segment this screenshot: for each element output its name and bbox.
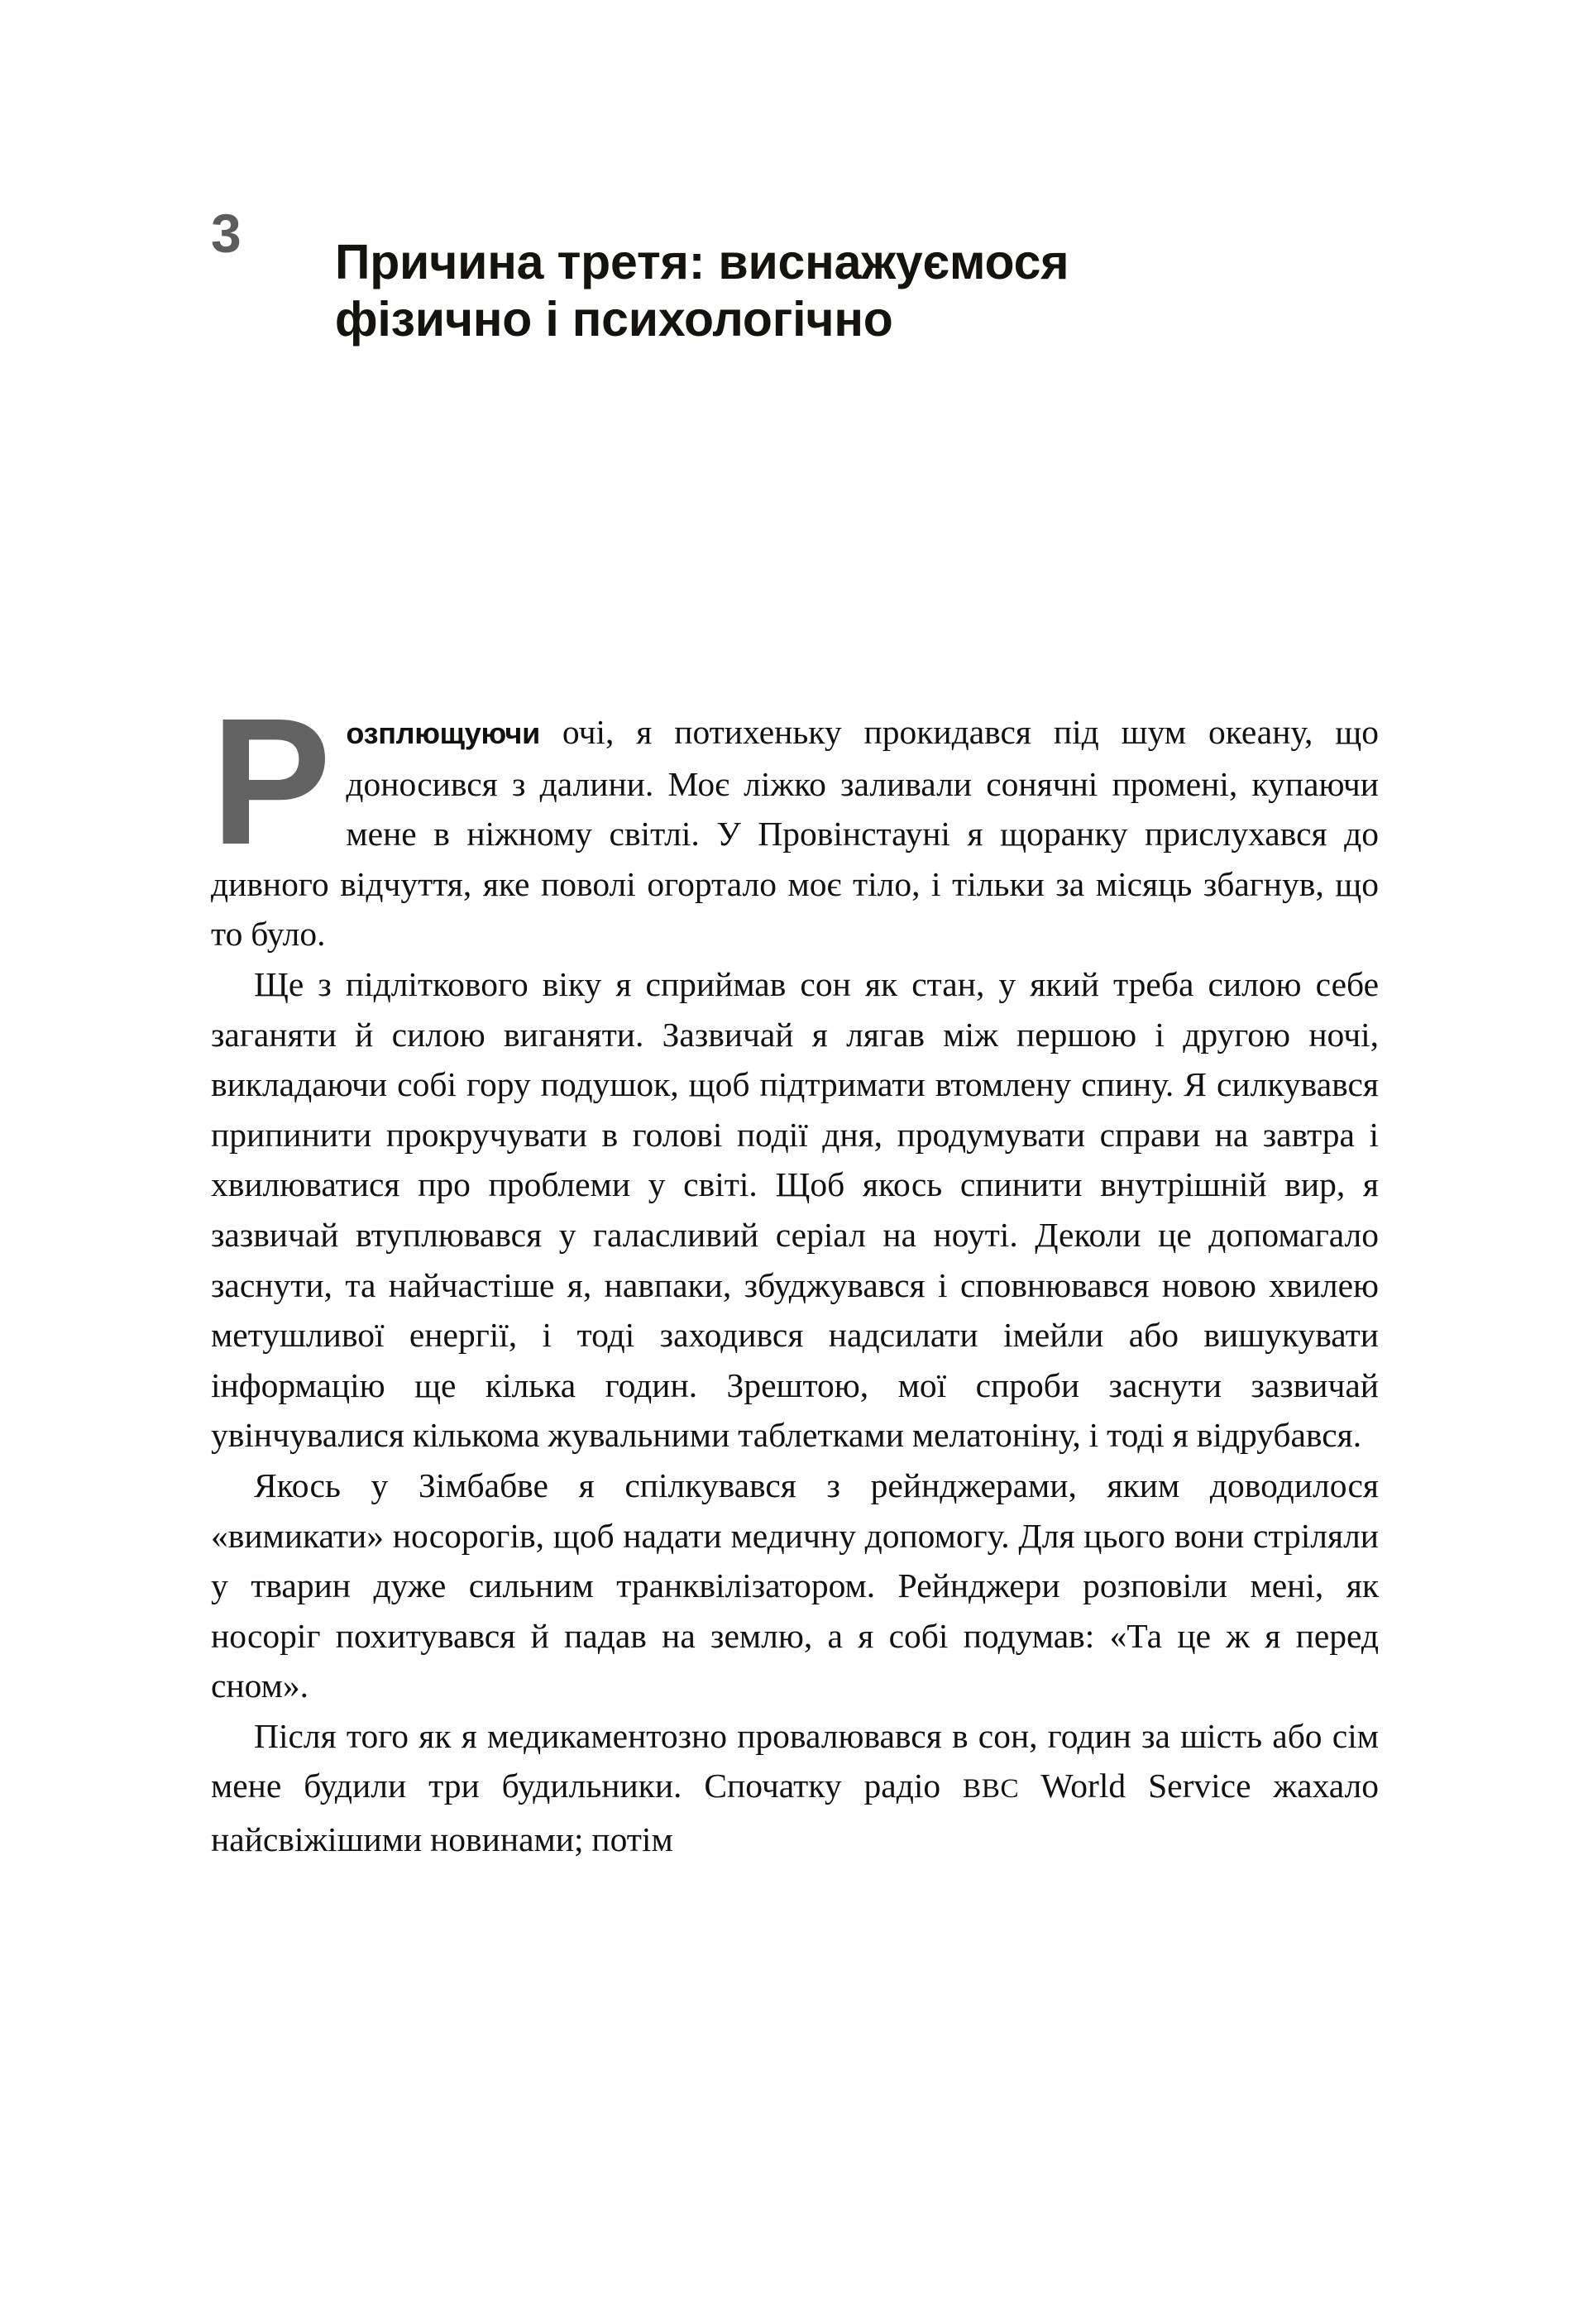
- paragraph-1-text: очі, я потихеньку прокидався під шум океану, що доносився з далини. Моє ліжко заливали сонячні промені, купаючи мене в ніжному світлі. У Провінстауні я щоранку прислухався до дивного відчуття, яке поволі огортало моє тіло, і тільки за місяць збагнув, що то було.: [211, 713, 1379, 954]
- body-text: [211, 681, 1379, 1865]
- paragraph-2: Ще з підліткового віку я сприймав сон як стан, у який треба силою себе заганяти й силою виганяти. Зазвичай я лягав між першою і другою ночі, викладаючи собі гору подушок, щоб підтримати втомлену спину. Я силкувався припинити прокручувати в голові події дня, продумувати справи на завтра і хвилюватися про проблеми у світі. Щоб якось спинити внутрішній вир, я зазвичай втуплювався у галасливий серіал на ноуті. Деколи це допомагало заснути, та найчастіше я, навпаки, збуджувався і сповнювався новою хвилею метушливої енергії, і тоді заходився надсилати імейли або вишукувати інформацію ще кілька годин. Зрештою, мої спроби заснути зазвичай увінчувалися кількома жувальними таблетками мелатоніну, і тоді я відрубався.: [211, 964, 1379, 1455]
- page-title: [335, 234, 1385, 349]
- chapter-title-line-2: фізично і психологічно: [335, 292, 893, 347]
- paragraph-4: [211, 1711, 1379, 1865]
- chapter-title-line-1: Причина третя: виснажуємося: [335, 234, 1069, 289]
- chapter-header: [211, 201, 1385, 381]
- paragraph-leadin: озплющуючи: [346, 716, 540, 750]
- bbc-smallcaps: BBC: [963, 1773, 1020, 1805]
- paragraph-1: [211, 681, 1379, 959]
- paragraph-4-after: World Service жахало найсвіжішими новинами; потім: [211, 1767, 1379, 1859]
- chapter-number: 3: [211, 203, 242, 264]
- paragraph-3: Якось у Зімбабве я спілкувався з рейнджерами, яким доводилося «вимикати» носорогів, щоб надати медичну допомогу. Для цього вони стріляли у тварин дуже сильним транквілізатором. Рейнджери розповіли мені, як носоріг похитувався й падав на землю, а я собі подумав: «Та це ж я перед сном».: [211, 1466, 1379, 1705]
- paragraph-4-before: Після того як я медикаментозно провалювався в сон, годин за шість або сім мене будили три будильники. Спочатку радіо: [211, 1716, 1379, 1805]
- drop-cap: Р: [211, 681, 332, 882]
